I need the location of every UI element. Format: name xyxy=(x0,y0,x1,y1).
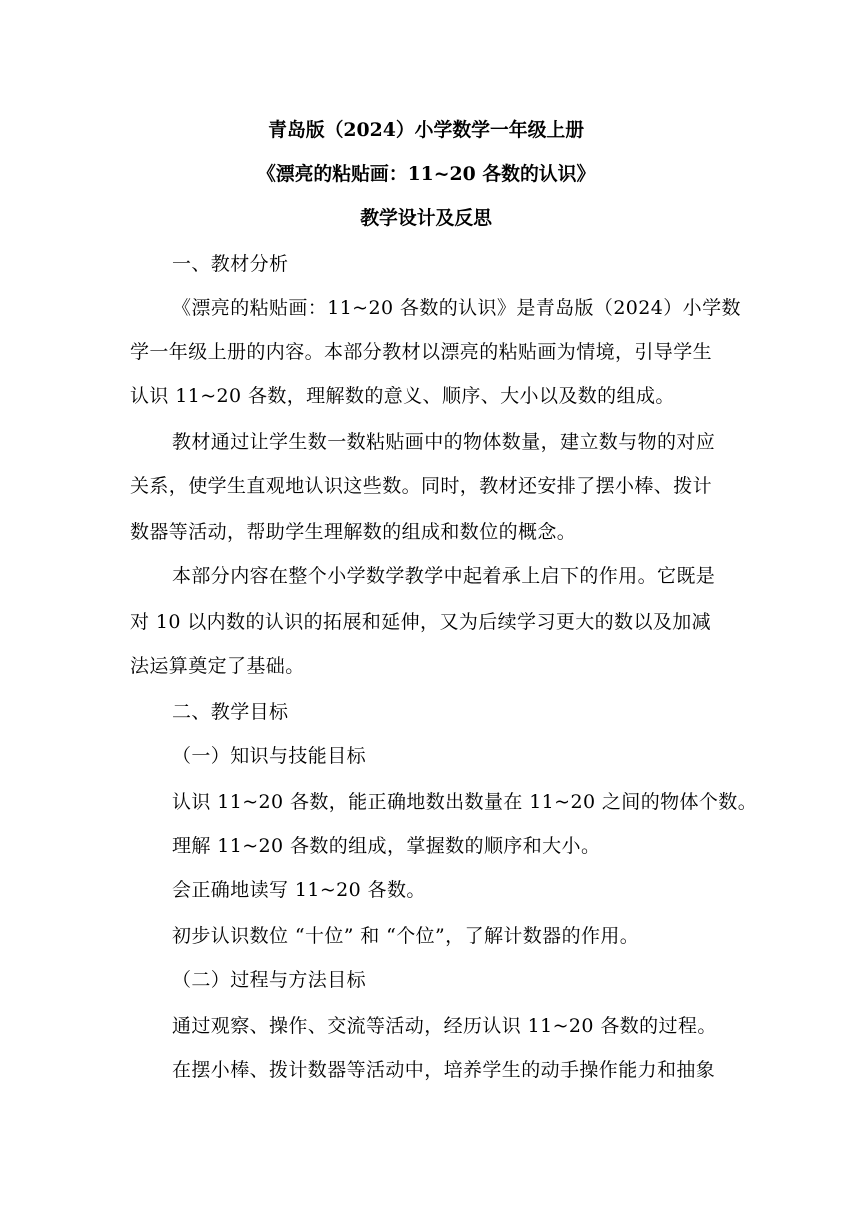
goal-item: 理解 11~20 各数的组成，掌握数的顺序和大小。 xyxy=(172,835,601,857)
goal-item: 通过观察、操作、交流等活动，经历认识 11~20 各数的过程。 xyxy=(172,1015,717,1037)
paragraph-line: 法运算奠定了基础。 xyxy=(130,655,305,677)
paragraph-line: 本部分内容在整个小学数学教学中起着承上启下的作用。它既是 xyxy=(172,565,716,587)
section-heading-textbook-analysis: 一、教材分析 xyxy=(172,253,289,275)
paragraph-line: 关系，使学生直观地认识这些数。同时，教材还安排了摆小棒、拨计 xyxy=(130,475,713,497)
paragraph-line: 对 10 以内数的认识的拓展和延伸，又为后续学习更大的数以及加减 xyxy=(130,611,712,633)
paragraph-line: 认识 11~20 各数，理解数的意义、顺序、大小以及数的组成。 xyxy=(130,385,675,407)
document-title-line-1: 青岛版（2024）小学数学一年级上册 xyxy=(268,119,585,141)
paragraph-line: 教材通过让学生数一数粘贴画中的物体数量，建立数与物的对应 xyxy=(172,431,716,453)
goal-item: 在摆小棒、拨计数器等活动中，培养学生的动手操作能力和抽象 xyxy=(172,1059,716,1081)
document-title-line-2: 《漂亮的粘贴画：11~20 各数的认识》 xyxy=(256,163,596,185)
paragraph-line: 《漂亮的粘贴画：11~20 各数的认识》是青岛版（2024）小学数 xyxy=(172,297,741,319)
goal-item: 初步认识数位 “十位” 和 “个位”，了解计数器的作用。 xyxy=(172,925,640,947)
paragraph-line: 数器等活动，帮助学生理解数的组成和数位的概念。 xyxy=(130,521,577,543)
subsection-heading-process-methods: （二）过程与方法目标 xyxy=(172,969,367,991)
paragraph-line: 学一年级上册的内容。本部分教材以漂亮的粘贴画为情境，引导学生 xyxy=(130,341,713,363)
goal-item: 认识 11~20 各数，能正确地数出数量在 11~20 之间的物体个数。 xyxy=(172,791,758,813)
goal-item: 会正确地读写 11~20 各数。 xyxy=(172,879,426,901)
section-heading-teaching-goals: 二、教学目标 xyxy=(172,701,289,723)
subsection-heading-knowledge-skills: （一）知识与技能目标 xyxy=(172,745,367,767)
document-title-line-3: 教学设计及反思 xyxy=(360,207,493,229)
